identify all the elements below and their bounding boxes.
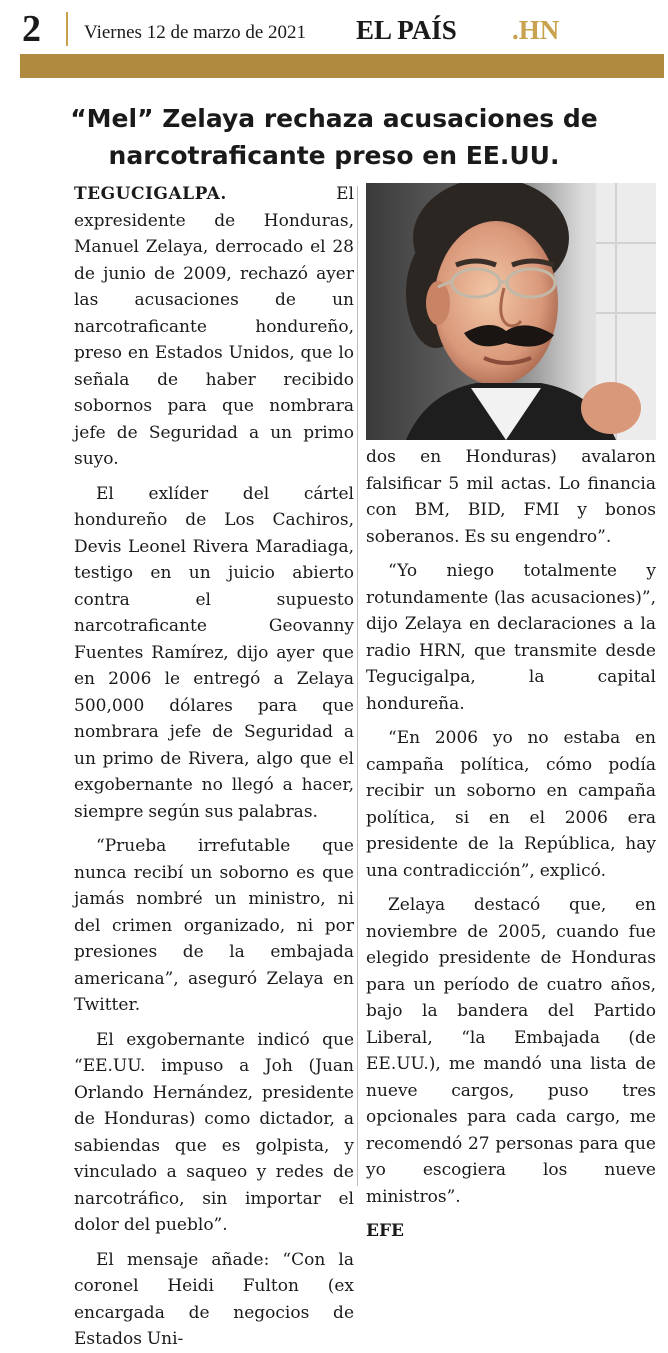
portrait-image: [366, 183, 656, 440]
masthead-logo: EL PAÍS: [356, 15, 457, 45]
masthead-domain: .HN: [512, 15, 560, 45]
paragraph: El exlíder del cártel hondureño de Los Cachiros, Devis Leonel Rivera Maradiaga, testigo en un juicio abierto contra el supuesto narcotraficante Geovanny Fuentes Ramírez, dijo ayer que en 2006 le entregó a Zelaya 500,000 dólares para que nombrara jefe de Seguridad a un primo de Rivera, algo que el exgobernante no llegó a hacer, siempre según sus palabras.: [74, 483, 354, 822]
article-credit: EFE: [366, 1221, 404, 1241]
header-bar: [20, 54, 664, 78]
zelaya-photo: [366, 183, 656, 440]
page-number: 2: [22, 8, 41, 50]
column-divider: [357, 186, 358, 1186]
header-divider: [66, 12, 68, 46]
article-column-left: [74, 181, 354, 1353]
article-headline: “Mel” Zelaya rechaza acusaciones de narcotraficante preso en EE.UU.: [70, 104, 598, 170]
paragraph: El exgobernante indicó que “EE.UU. impuso a Joh (Juan Orlando Hernández, presidente de Honduras) como dictador, a sabiendas que es golpista, y vinculado a saqueo y redes de narcotráfico, sin importar el dolor del pueblo”.: [74, 1029, 354, 1235]
article-column-right: [366, 444, 656, 1245]
paragraph: “Prueba irrefutable que nunca recibí un soborno es que jamás nombré un ministro, ni del crimen organizado, ni por presiones de la embajada americana”, aseguró Zelaya en Twitter.: [74, 836, 354, 1015]
issue-date: Viernes 12 de marzo de 2021: [84, 22, 307, 43]
paragraph: Zelaya destacó que, en noviembre de 2005, cuando fue elegido presidente de Honduras para un período de cuatro años, bajo la bandera del Partido Liberal, “la Embajada (de EE.UU.), me mandó una lista de nueve cargos, puso tres opcionales para cada cargo, me recomendó 27 personas para que yo escogiera los nueve ministros”.: [366, 895, 656, 1207]
paragraph-continued: dos en Honduras) avalaron falsificar 5 mil actas. Lo financia con BM, BID, FMI y bonos soberanos. Es su engendro”.: [366, 447, 656, 547]
dateline: TEGUCIGALPA.: [74, 184, 227, 204]
paragraph-text: El expresidente de Honduras, Manuel Zelaya, derrocado el 28 de junio de 2009, rechazó ayer las acusaciones de un narcotraficante hondureño, preso en Estados Unidos, que lo señala de haber recibido sobornos para que nombrara jefe de Seguridad a un primo suyo.: [74, 184, 354, 469]
lead-paragraph: [74, 181, 354, 473]
paragraph: “Yo niego totalmente y rotundamente (las acusaciones)”, dijo Zelaya en declaraciones a la radio HRN, que transmite desde Tegucigalpa, la capital hondureña.: [366, 561, 656, 714]
paragraph: “En 2006 yo no estaba en campaña política, cómo podía recibir un soborno en campaña política, si en el 2006 era presidente de la República, hay una contradicción”, explicó.: [366, 728, 656, 881]
paragraph: El mensaje añade: “Con la coronel Heidi Fulton (ex encargada de negocios de Estados Uni-: [74, 1249, 354, 1349]
